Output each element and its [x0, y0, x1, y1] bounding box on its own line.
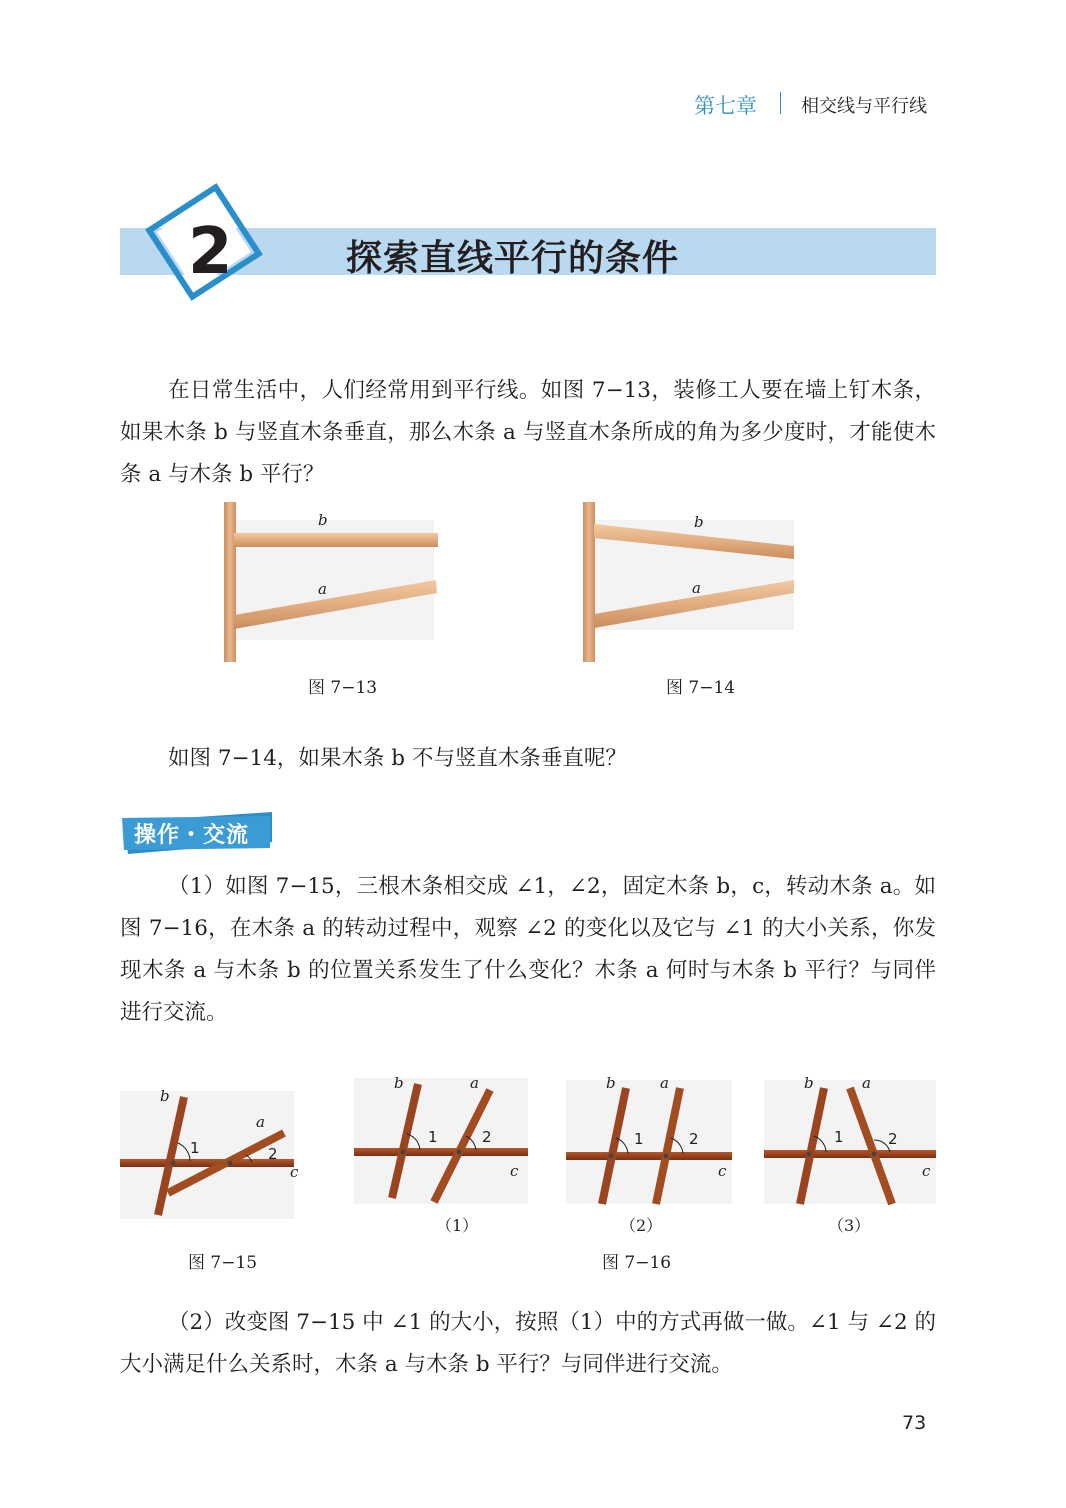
- label-b: b: [694, 513, 704, 531]
- figure-7-15: [118, 1085, 303, 1225]
- step-1-text: （1）如图 7−15，三根木条相交成 ∠1，∠2，固定木条 b，c，转动木条 a。如图 7−16，在木条 a 的转动过程中，观察 ∠2 的变化以及它与 ∠1 的大小关系，你发现木条 a 与木条 b 的位置关系发生了什么变化？木条 a 何时与木条 b 平行？与同伴进行交流。: [120, 874, 936, 1025]
- wood-strip-b: [234, 533, 438, 547]
- vertical-wood-strip: [583, 502, 595, 662]
- angle-2-label: 2: [268, 1145, 278, 1163]
- wood-strip-c: [764, 1150, 936, 1158]
- figure-7-16-3: [762, 1072, 938, 1212]
- caption-fig-7-13: 图 7−13: [308, 678, 378, 698]
- wood-strip-c: [354, 1148, 528, 1156]
- label-a: a: [256, 1113, 265, 1131]
- header-divider: [780, 92, 781, 114]
- chapter-title: 相交线与平行线: [801, 96, 927, 117]
- chapter-label: 第七章: [694, 94, 757, 118]
- label-a: a: [862, 1074, 871, 1092]
- label-c: c: [290, 1163, 299, 1181]
- subcaption-3: （3）: [828, 1216, 871, 1235]
- angle-2-label: 2: [888, 1130, 898, 1148]
- activity-tag: 操作・交流: [134, 823, 250, 848]
- step-2-text: （2）改变图 7−15 中 ∠1 的大小，按照（1）中的方式再做一做。∠1 与 ∠2 的大小满足什么关系时，木条 a 与木条 b 平行？与同伴进行交流。: [120, 1310, 936, 1377]
- caption-fig-7-14: 图 7−14: [666, 678, 736, 698]
- label-c: c: [510, 1162, 519, 1180]
- vertical-wood-strip: [224, 502, 236, 662]
- caption-fig-7-15: 图 7−15: [188, 1253, 258, 1273]
- label-b: b: [318, 511, 328, 529]
- label-a: a: [692, 579, 701, 597]
- label-a: a: [470, 1074, 479, 1092]
- section-number: 2: [188, 215, 233, 289]
- intro-text: 在日常生活中，人们经常用到平行线。如图 7−13，装修工人要在墙上钉木条，如果木条 b 与竖直木条垂直，那么木条 a 与竖直木条所成的角为多少度时，才能使木条 a 与木条 b 平行？: [120, 378, 936, 487]
- angle-1-label: 1: [634, 1130, 644, 1148]
- section-title: 探索直线平行的条件: [346, 238, 680, 279]
- label-b: b: [394, 1074, 404, 1092]
- intro-paragraph: [120, 370, 936, 496]
- question-paragraph: [120, 738, 936, 780]
- angle-2-label: 2: [689, 1130, 699, 1148]
- caption-fig-7-16: 图 7−16: [602, 1253, 672, 1273]
- subcaption-1: （1）: [436, 1216, 479, 1235]
- angle-1-label: 1: [834, 1128, 844, 1146]
- figure-7-16-2: [564, 1072, 734, 1212]
- wood-strip-c: [566, 1152, 732, 1160]
- angle-1-label: 1: [190, 1139, 200, 1157]
- label-b: b: [804, 1074, 814, 1092]
- angle-1-label: 1: [428, 1128, 438, 1146]
- label-b: b: [606, 1074, 616, 1092]
- figure-7-14: [580, 500, 800, 662]
- angle-2-label: 2: [482, 1128, 492, 1146]
- label-b: b: [160, 1087, 170, 1105]
- label-c: c: [718, 1162, 727, 1180]
- activity-step-1: [120, 866, 936, 1034]
- subcaption-2: （2）: [620, 1216, 663, 1235]
- label-a: a: [660, 1074, 669, 1092]
- figure-7-13: [220, 500, 450, 662]
- label-c: c: [922, 1162, 931, 1180]
- activity-step-2: [120, 1302, 936, 1386]
- question-text: 如图 7−14，如果木条 b 不与竖直木条垂直呢？: [168, 746, 627, 771]
- figure-7-16-1: [352, 1072, 530, 1212]
- label-a: a: [318, 580, 327, 598]
- page-number: 73: [902, 1412, 927, 1434]
